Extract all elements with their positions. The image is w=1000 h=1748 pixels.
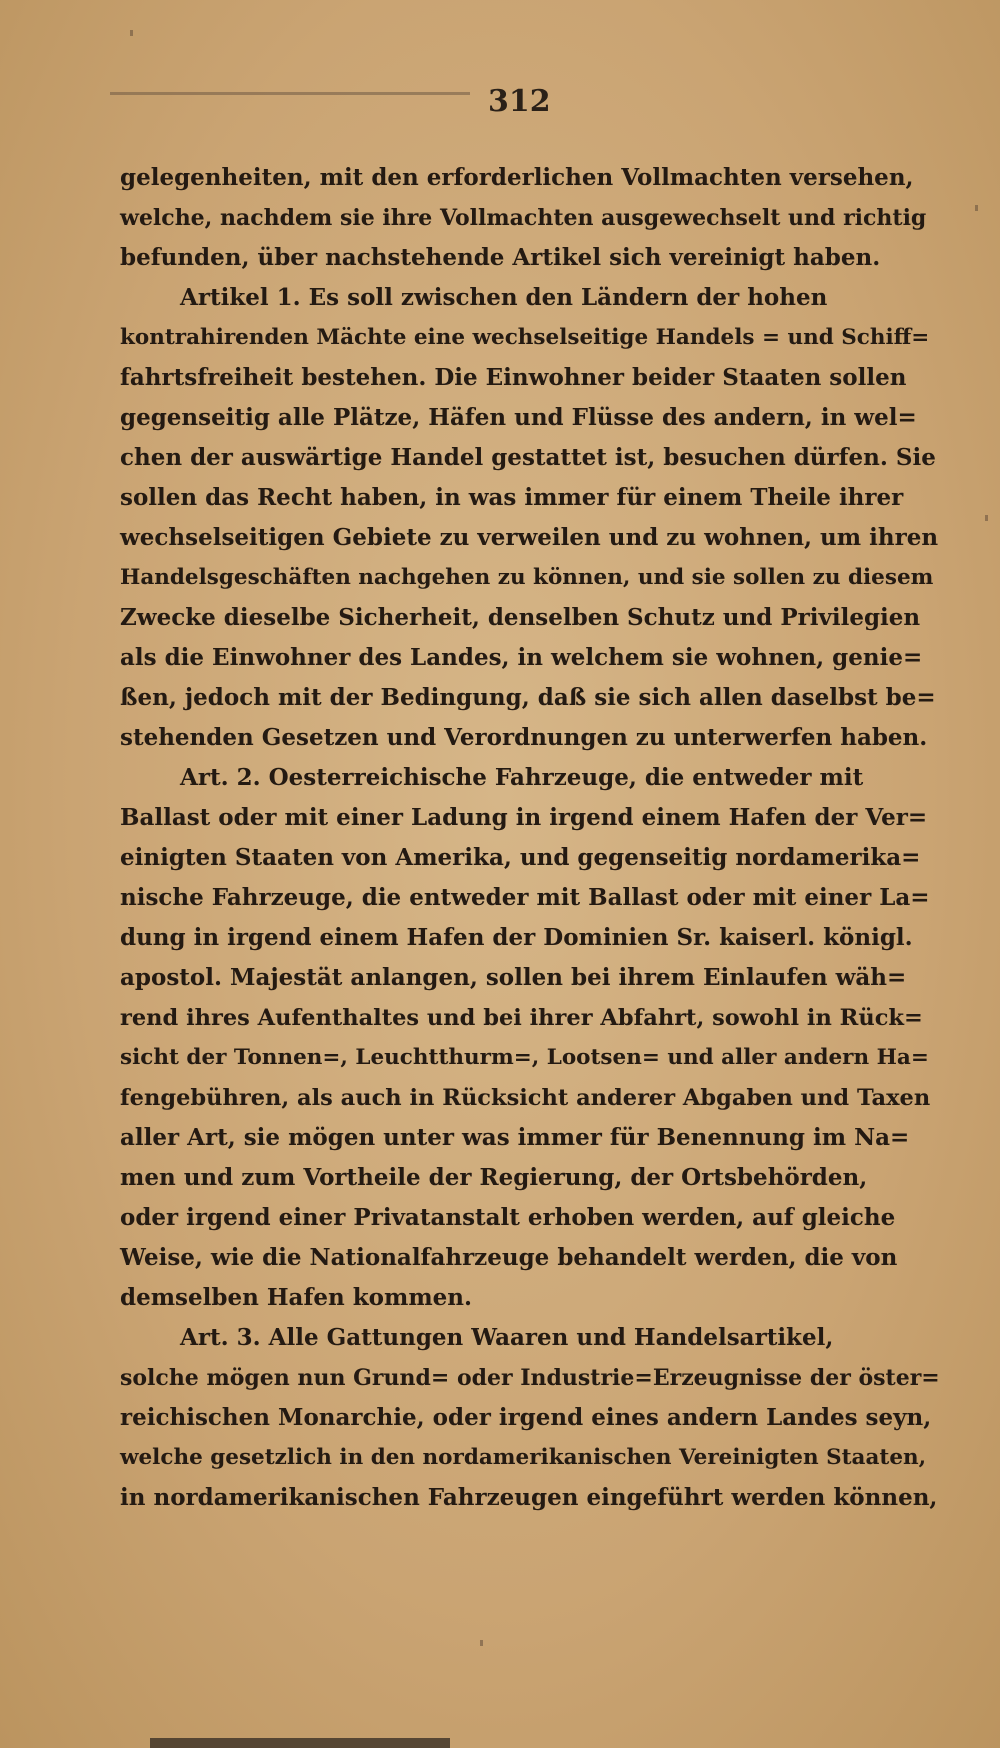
text-line: stehenden Gesetzen und Verordnungen zu unterwerfen haben. bbox=[120, 724, 928, 751]
text-line: solche mögen nun Grund= oder Industrie=Erzeugnisse der öster= bbox=[120, 1365, 940, 1391]
text-line: aller Art, sie mögen unter was immer für Benennung im Na= bbox=[120, 1124, 910, 1151]
text-line: ßen, jedoch mit der Bedingung, daß sie sich allen daselbst be= bbox=[120, 684, 936, 711]
paper-speck bbox=[130, 30, 133, 36]
text-line: als die Einwohner des Landes, in welchem sie wohnen, genie= bbox=[120, 644, 923, 671]
article-2-heading-line: Art. 2. Oesterreichische Fahrzeuge, die entweder mit bbox=[180, 764, 864, 791]
header-rule bbox=[110, 92, 470, 95]
text-line: sollen das Recht haben, in was immer für einem Theile ihrer bbox=[120, 484, 904, 511]
text-line: kontrahirenden Mächte eine wechselseitige Handels = und Schiff= bbox=[120, 325, 930, 350]
text-line: oder irgend einer Privatanstalt erhoben werden, auf gleiche bbox=[120, 1204, 896, 1231]
text-line: fengebühren, als auch in Rücksicht anderer Abgaben und Taxen bbox=[120, 1085, 931, 1111]
article-3-heading-line: Art. 3. Alle Gattungen Waaren und Handelsartikel, bbox=[180, 1324, 834, 1351]
text-line: welche, nachdem sie ihre Vollmachten ausgewechselt und richtig bbox=[120, 205, 927, 231]
body-text bbox=[120, 158, 940, 1518]
text-line: reichischen Monarchie, oder irgend eines andern Landes seyn, bbox=[120, 1404, 932, 1431]
text-line: wechselseitigen Gebiete zu verweilen und zu wohnen, um ihren bbox=[120, 524, 939, 551]
text-line: Zwecke dieselbe Sicherheit, denselben Schutz und Privilegien bbox=[120, 604, 921, 631]
text-line: chen der auswärtige Handel gestattet ist, besuchen dürfen. Sie bbox=[120, 444, 936, 471]
paper-speck bbox=[480, 1640, 483, 1646]
text-line: Handelsgeschäften nachgehen zu können, und sie sollen zu diesem bbox=[120, 565, 934, 590]
paper-speck bbox=[985, 515, 988, 521]
text-line: befunden, über nachstehende Artikel sich vereinigt haben. bbox=[120, 244, 881, 271]
text-line: fahrtsfreiheit bestehen. Die Einwohner beider Staaten sollen bbox=[120, 364, 907, 391]
text-line: dung in irgend einem Hafen der Dominien Sr. kaiserl. königl. bbox=[120, 924, 913, 951]
text-line: rend ihres Aufenthaltes und bei ihrer Abfahrt, sowohl in Rück= bbox=[120, 1005, 923, 1031]
text-line: nische Fahrzeuge, die entweder mit Ballast oder mit einer La= bbox=[120, 884, 930, 911]
text-line: gegenseitig alle Plätze, Häfen und Flüsse des andern, in wel= bbox=[120, 404, 917, 431]
text-line: sicht der Tonnen=, Leuchtthurm=, Lootsen= und aller andern Ha= bbox=[120, 1045, 929, 1070]
text-line: einigten Staaten von Amerika, und gegenseitig nordamerika= bbox=[120, 844, 921, 871]
text-line: apostol. Majestät anlangen, sollen bei ihrem Einlaufen wäh= bbox=[120, 964, 907, 991]
page-number: 312 bbox=[488, 84, 551, 119]
text-line: Weise, wie die Nationalfahrzeuge behandelt werden, die von bbox=[120, 1244, 898, 1271]
article-1-heading-line: Artikel 1. Es soll zwischen den Ländern der hohen bbox=[180, 284, 828, 311]
page-edge-shadow bbox=[150, 1738, 450, 1748]
text-line: Ballast oder mit einer Ladung in irgend einem Hafen der Ver= bbox=[120, 804, 928, 831]
text-line: gelegenheiten, mit den erforderlichen Vollmachten versehen, bbox=[120, 164, 914, 191]
text-line: men und zum Vortheile der Regierung, der Ortsbehörden, bbox=[120, 1164, 868, 1191]
text-line: in nordamerikanischen Fahrzeugen eingeführt werden können, bbox=[120, 1484, 938, 1511]
text-line: demselben Hafen kommen. bbox=[120, 1284, 473, 1311]
paper-speck bbox=[975, 205, 978, 211]
text-line: welche gesetzlich in den nordamerikanischen Vereinigten Staaten, bbox=[120, 1445, 927, 1470]
